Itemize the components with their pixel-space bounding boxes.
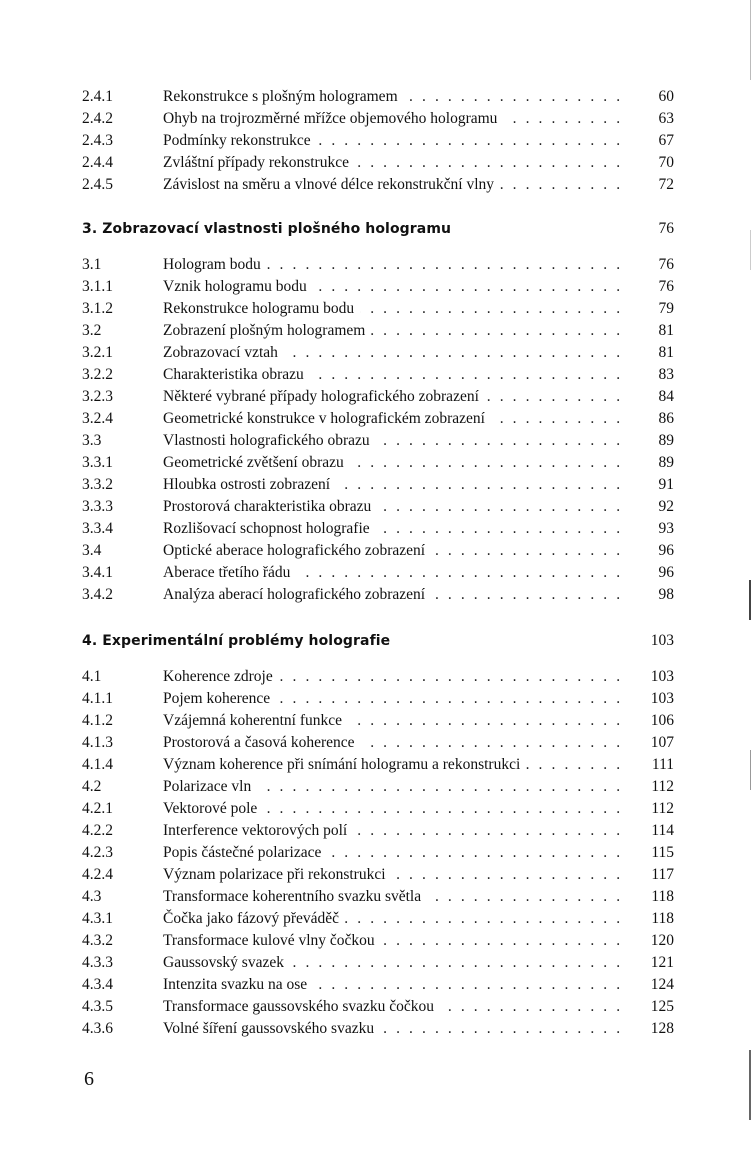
entry-number: 3.2.4 <box>82 410 113 427</box>
entry-page: 124 <box>628 974 674 996</box>
entry-number: 4.2.3 <box>82 844 113 861</box>
entry-title: Závislost na směru a vlnové délce rekonstrukční vlny <box>163 176 500 193</box>
entry-page: 81 <box>628 342 674 364</box>
toc-entry <box>82 540 674 562</box>
entry-number: 4.2.2 <box>82 822 113 839</box>
entry-number: 4.3.3 <box>82 954 113 971</box>
toc-entry <box>82 254 674 276</box>
entry-title: Pojem koherence <box>163 690 276 707</box>
toc-entry <box>82 584 674 606</box>
toc-entry <box>82 908 674 930</box>
toc-entry <box>82 776 674 798</box>
page-number: 6 <box>84 1068 94 1090</box>
entry-title: Transformace koherentního svazku světla <box>163 888 427 905</box>
entry-number: 3.4.2 <box>82 586 113 603</box>
toc-entry <box>82 130 674 152</box>
toc-entry <box>82 1018 674 1040</box>
entry-title: Aberace třetího řádu <box>163 564 296 581</box>
entry-title: Některé vybrané případy holografického zobrazení <box>163 388 485 405</box>
entry-number: 4.3.5 <box>82 998 113 1015</box>
entry-title: Popis částečné polarizace <box>163 844 327 861</box>
toc-entry <box>82 108 674 130</box>
toc-entry <box>82 864 674 886</box>
toc-entry <box>82 952 674 974</box>
entry-page: 107 <box>628 732 674 754</box>
entry-title: Geometrické konstrukce v holografickém zobrazení <box>163 410 491 427</box>
entry-title: Rekonstrukce hologramu bodu <box>163 300 360 317</box>
entry-page: 114 <box>628 820 674 842</box>
entry-title: Geometrické zvětšení obrazu <box>163 454 350 471</box>
entry-page: 83 <box>628 364 674 386</box>
toc-entry <box>82 666 674 688</box>
entry-number: 3.2 <box>82 322 102 339</box>
entry-title: Optické aberace holografického zobrazení <box>163 542 431 559</box>
entry-page: 112 <box>628 798 674 820</box>
entry-title: Volné šíření gaussovského svazku <box>163 1020 380 1037</box>
entry-title: Vlastnosti holografického obrazu <box>163 432 376 449</box>
entry-title: Prostorová a časová koherence <box>163 734 361 751</box>
entry-number: 4.1.4 <box>82 756 113 773</box>
entry-page: 121 <box>628 952 674 974</box>
entry-page: 103 <box>628 666 674 688</box>
entry-number: 4.1.3 <box>82 734 113 751</box>
entry-number: 4.3.1 <box>82 910 113 927</box>
entry-title: Čočka jako fázový převáděč <box>163 910 345 927</box>
chapter-page: 76 <box>658 220 674 237</box>
entry-number: 2.4.1 <box>82 88 113 105</box>
chapter-page: 103 <box>650 632 674 649</box>
entry-title: Transformace gaussovského svazku čočkou <box>163 998 440 1015</box>
entry-number: 4.1 <box>82 668 102 685</box>
toc-entry <box>82 386 674 408</box>
entry-title: Zobrazovací vztah <box>163 344 284 361</box>
entry-number: 2.4.4 <box>82 154 113 171</box>
toc-entry <box>82 276 674 298</box>
entry-number: 3.3.2 <box>82 476 113 493</box>
toc-entry <box>82 174 674 196</box>
toc-block-4 <box>82 666 674 1040</box>
toc-entry <box>82 364 674 386</box>
entry-number: 3.2.1 <box>82 344 113 361</box>
entry-title: Interference vektorových polí <box>163 822 353 839</box>
toc-entry <box>82 930 674 952</box>
entry-title: Podmínky rekonstrukce <box>163 132 317 149</box>
toc-entry <box>82 710 674 732</box>
entry-page: 86 <box>628 408 674 430</box>
entry-number: 4.1.2 <box>82 712 113 729</box>
entry-title: Význam koherence při snímání hologramu a rekonstrukci <box>163 756 526 773</box>
toc-entry <box>82 452 674 474</box>
toc-block-2-4 <box>82 86 674 196</box>
entry-page: 103 <box>628 688 674 710</box>
entry-number: 3.4 <box>82 542 102 559</box>
entry-number: 4.3.6 <box>82 1020 113 1037</box>
entry-title: Význam polarizace při rekonstrukci <box>163 866 392 883</box>
entry-number: 4.2.4 <box>82 866 113 883</box>
chapter-title: 4. Experimentální problémy holografie <box>82 633 391 649</box>
entry-title: Hloubka ostrosti zobrazení <box>163 476 336 493</box>
entry-title: Intenzita svazku na ose <box>163 976 313 993</box>
entry-page: 93 <box>628 518 674 540</box>
toc-entry <box>82 496 674 518</box>
toc-entry <box>82 562 674 584</box>
toc-entry <box>82 974 674 996</box>
entry-page: 118 <box>628 908 674 930</box>
entry-number: 3.3 <box>82 432 102 449</box>
toc-entry <box>82 342 674 364</box>
chapter-heading-4 <box>82 629 674 653</box>
entry-number: 4.2 <box>82 778 102 795</box>
entry-page: 115 <box>628 842 674 864</box>
entry-page: 98 <box>628 584 674 606</box>
scan-edge <box>750 750 751 790</box>
entry-page: 76 <box>628 276 674 298</box>
entry-page: 91 <box>628 474 674 496</box>
entry-number: 2.4.3 <box>82 132 113 149</box>
entry-page: 125 <box>628 996 674 1018</box>
toc-entry <box>82 996 674 1018</box>
chapter-title: 3. Zobrazovací vlastnosti plošného hologramu <box>82 221 452 237</box>
toc-entry <box>82 474 674 496</box>
toc-entry <box>82 754 674 776</box>
entry-title: Polarizace vln <box>163 778 257 795</box>
entry-page: 112 <box>628 776 674 798</box>
toc-entry <box>82 430 674 452</box>
entry-page: 81 <box>628 320 674 342</box>
toc-entry <box>82 798 674 820</box>
entry-title: Hologram bodu <box>163 256 267 273</box>
entry-number: 4.2.1 <box>82 800 113 817</box>
toc-entry <box>82 408 674 430</box>
entry-title: Transformace kulové vlny čočkou <box>163 932 381 949</box>
entry-number: 3.2.2 <box>82 366 113 383</box>
entry-title: Zvláštní případy rekonstrukce <box>163 154 355 171</box>
entry-number: 3.3.3 <box>82 498 113 515</box>
entry-title: Charakteristika obrazu <box>163 366 310 383</box>
entry-title: Rekonstrukce s plošným hologramem <box>163 88 404 105</box>
entry-title: Vektorové pole <box>163 800 263 817</box>
toc-entry <box>82 820 674 842</box>
entry-number: 3.3.1 <box>82 454 113 471</box>
entry-number: 2.4.5 <box>82 176 113 193</box>
entry-page: 117 <box>628 864 674 886</box>
entry-page: 67 <box>628 130 674 152</box>
entry-number: 4.3 <box>82 888 102 905</box>
toc-entry <box>82 732 674 754</box>
chapter-heading-3 <box>82 217 674 241</box>
entry-title: Zobrazení plošným hologramem <box>163 322 371 339</box>
toc-entry <box>82 86 674 108</box>
entry-page: 76 <box>628 254 674 276</box>
entry-title: Rozlišovací schopnost holografie <box>163 520 376 537</box>
entry-page: 72 <box>628 174 674 196</box>
entry-page: 60 <box>628 86 674 108</box>
toc-block-3 <box>82 254 674 606</box>
entry-title: Koherence zdroje <box>163 668 279 685</box>
entry-number: 3.4.1 <box>82 564 113 581</box>
entry-number: 4.1.1 <box>82 690 113 707</box>
entry-page: 106 <box>628 710 674 732</box>
entry-number: 4.3.2 <box>82 932 113 949</box>
entry-number: 3.1 <box>82 256 102 273</box>
toc-entry <box>82 320 674 342</box>
entry-title: Ohyb na trojrozměrné mřížce objemového hologramu <box>163 110 503 127</box>
entry-title: Vzájemná koherentní funkce <box>163 712 348 729</box>
entry-title: Vznik hologramu bodu <box>163 278 313 295</box>
entry-page: 111 <box>628 754 674 776</box>
entry-title: Prostorová charakteristika obrazu <box>163 498 377 515</box>
entry-page: 79 <box>628 298 674 320</box>
toc-entry <box>82 688 674 710</box>
toc-entry <box>82 298 674 320</box>
toc-entry <box>82 842 674 864</box>
entry-page: 96 <box>628 562 674 584</box>
toc-entry <box>82 886 674 908</box>
entry-title: Gaussovský svazek <box>163 954 290 971</box>
entry-page: 92 <box>628 496 674 518</box>
entry-number: 3.1.1 <box>82 278 113 295</box>
toc-entry <box>82 152 674 174</box>
entry-number: 2.4.2 <box>82 110 113 127</box>
entry-page: 70 <box>628 152 674 174</box>
entry-page: 89 <box>628 452 674 474</box>
scan-edge <box>749 1050 751 1120</box>
entry-number: 3.3.4 <box>82 520 113 537</box>
entry-number: 4.3.4 <box>82 976 113 993</box>
toc-entry <box>82 518 674 540</box>
entry-page: 63 <box>628 108 674 130</box>
entry-page: 84 <box>628 386 674 408</box>
entry-page: 128 <box>628 1018 674 1040</box>
scan-edge <box>750 230 751 270</box>
scan-edge <box>750 0 751 80</box>
entry-page: 120 <box>628 930 674 952</box>
entry-page: 118 <box>628 886 674 908</box>
entry-page: 96 <box>628 540 674 562</box>
entry-number: 3.1.2 <box>82 300 113 317</box>
entry-number: 3.2.3 <box>82 388 113 405</box>
entry-page: 89 <box>628 430 674 452</box>
scan-edge <box>749 580 751 620</box>
entry-title: Analýza aberací holografického zobrazení <box>163 586 431 603</box>
